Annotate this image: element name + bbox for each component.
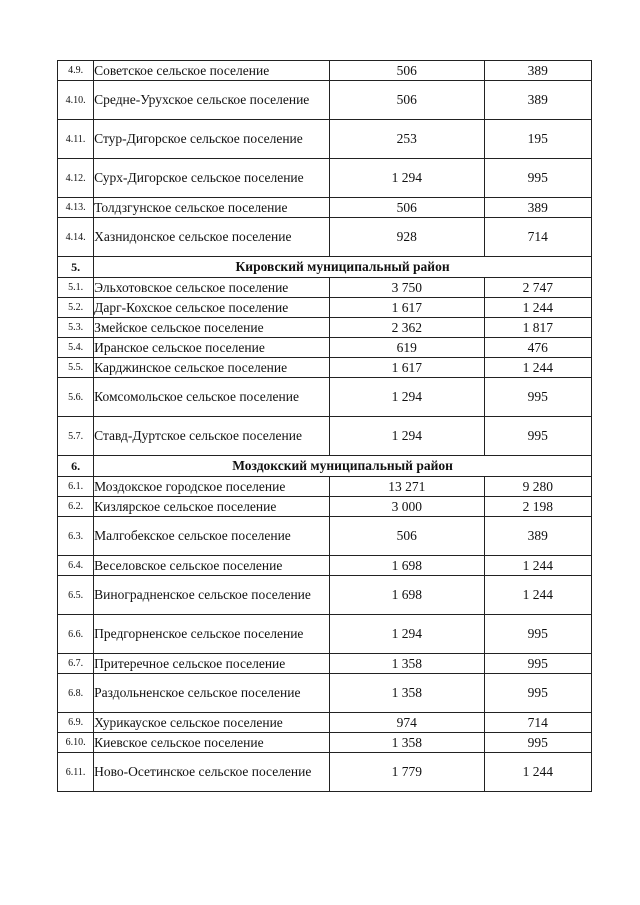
section-number: 5.	[58, 257, 94, 278]
value-col-1: 13 271	[330, 477, 485, 497]
value-col-2: 389	[484, 81, 591, 120]
value-col-2: 1 244	[484, 576, 591, 615]
section-number: 6.	[58, 456, 94, 477]
table-row	[58, 753, 592, 792]
value-col-2: 389	[484, 61, 591, 81]
section-row	[58, 456, 592, 477]
table-row	[58, 733, 592, 753]
value-col-2: 1 244	[484, 556, 591, 576]
settlement-name: Иранское сельское поселение	[94, 338, 330, 358]
value-col-1: 1 358	[330, 733, 485, 753]
settlement-name: Моздокское городское поселение	[94, 477, 330, 497]
section-row	[58, 257, 592, 278]
settlement-name: Эльхотовское сельское поселение	[94, 278, 330, 298]
table-row	[58, 159, 592, 198]
table-body	[58, 61, 592, 792]
value-col-2: 995	[484, 674, 591, 713]
row-number: 4.10.	[58, 81, 94, 120]
value-col-2: 1 244	[484, 753, 591, 792]
settlement-name: Стур-Дигорское сельское поселение	[94, 120, 330, 159]
row-number: 4.11.	[58, 120, 94, 159]
value-col-1: 1 698	[330, 556, 485, 576]
row-number: 4.14.	[58, 218, 94, 257]
table-row	[58, 198, 592, 218]
value-col-2: 995	[484, 733, 591, 753]
table-row	[58, 556, 592, 576]
value-col-2: 1 244	[484, 298, 591, 318]
settlement-name: Киевское сельское поселение	[94, 733, 330, 753]
settlement-name: Хурикауское сельское поселение	[94, 713, 330, 733]
row-number: 6.1.	[58, 477, 94, 497]
value-col-1: 1 617	[330, 358, 485, 378]
value-col-1: 506	[330, 81, 485, 120]
row-number: 5.2.	[58, 298, 94, 318]
value-col-1: 506	[330, 198, 485, 218]
settlement-name: Хазнидонское сельское поселение	[94, 218, 330, 257]
row-number: 5.6.	[58, 378, 94, 417]
settlement-name: Комсомольское сельское поселение	[94, 378, 330, 417]
value-col-2: 389	[484, 198, 591, 218]
settlement-name: Предгорненское сельское поселение	[94, 615, 330, 654]
settlement-name: Советское сельское поселение	[94, 61, 330, 81]
settlement-name: Карджинское сельское поселение	[94, 358, 330, 378]
settlement-name: Сурх-Дигорское сельское поселение	[94, 159, 330, 198]
table-row	[58, 278, 592, 298]
value-col-2: 995	[484, 159, 591, 198]
value-col-2: 9 280	[484, 477, 591, 497]
value-col-2: 714	[484, 713, 591, 733]
value-col-1: 253	[330, 120, 485, 159]
value-col-2: 1 817	[484, 318, 591, 338]
row-number: 6.11.	[58, 753, 94, 792]
table-row	[58, 218, 592, 257]
value-col-2: 995	[484, 378, 591, 417]
value-col-2: 195	[484, 120, 591, 159]
row-number: 5.1.	[58, 278, 94, 298]
value-col-2: 1 244	[484, 358, 591, 378]
value-col-2: 476	[484, 338, 591, 358]
value-col-2: 714	[484, 218, 591, 257]
row-number: 6.5.	[58, 576, 94, 615]
table-row	[58, 517, 592, 556]
value-col-1: 928	[330, 218, 485, 257]
row-number: 5.3.	[58, 318, 94, 338]
table-row	[58, 713, 592, 733]
value-col-2: 995	[484, 417, 591, 456]
row-number: 6.7.	[58, 654, 94, 674]
value-col-1: 1 779	[330, 753, 485, 792]
value-col-1: 1 358	[330, 674, 485, 713]
table-row	[58, 81, 592, 120]
settlement-name: Толдзгунское сельское поселение	[94, 198, 330, 218]
value-col-1: 974	[330, 713, 485, 733]
row-number: 4.12.	[58, 159, 94, 198]
value-col-1: 1 294	[330, 378, 485, 417]
document-page	[57, 60, 592, 792]
section-title: Моздокский муниципальный район	[94, 456, 592, 477]
table-row	[58, 497, 592, 517]
table-row	[58, 615, 592, 654]
value-col-2: 995	[484, 654, 591, 674]
settlement-name: Ставд-Дуртское сельское поселение	[94, 417, 330, 456]
row-number: 4.9.	[58, 61, 94, 81]
table-row	[58, 358, 592, 378]
settlement-name: Дарг-Кохское сельское поселение	[94, 298, 330, 318]
settlement-name: Кизлярское сельское поселение	[94, 497, 330, 517]
value-col-2: 2 747	[484, 278, 591, 298]
table-row	[58, 338, 592, 358]
settlement-name: Веселовское сельское поселение	[94, 556, 330, 576]
table-row	[58, 120, 592, 159]
value-col-2: 2 198	[484, 497, 591, 517]
settlement-name: Притеречное сельское поселение	[94, 654, 330, 674]
row-number: 5.7.	[58, 417, 94, 456]
value-col-1: 506	[330, 61, 485, 81]
value-col-1: 1 294	[330, 417, 485, 456]
value-col-1: 1 294	[330, 159, 485, 198]
settlement-name: Ново-Осетинское сельское поселение	[94, 753, 330, 792]
settlement-name: Средне-Урухское сельское поселение	[94, 81, 330, 120]
table-row	[58, 654, 592, 674]
value-col-1: 3 750	[330, 278, 485, 298]
settlement-name: Малгобекское сельское поселение	[94, 517, 330, 556]
value-col-1: 1 358	[330, 654, 485, 674]
value-col-1: 1 294	[330, 615, 485, 654]
row-number: 6.9.	[58, 713, 94, 733]
row-number: 6.4.	[58, 556, 94, 576]
row-number: 6.2.	[58, 497, 94, 517]
row-number: 6.8.	[58, 674, 94, 713]
value-col-1: 2 362	[330, 318, 485, 338]
table-row	[58, 576, 592, 615]
table-row	[58, 417, 592, 456]
value-col-1: 1 617	[330, 298, 485, 318]
value-col-1: 619	[330, 338, 485, 358]
settlement-name: Раздольненское сельское поселение	[94, 674, 330, 713]
value-col-2: 389	[484, 517, 591, 556]
value-col-1: 1 698	[330, 576, 485, 615]
table-row	[58, 674, 592, 713]
settlement-name: Змейское сельское поселение	[94, 318, 330, 338]
section-title: Кировский муниципальный район	[94, 257, 592, 278]
table-row	[58, 298, 592, 318]
table-row	[58, 61, 592, 81]
settlement-name: Виноградненское сельское поселение	[94, 576, 330, 615]
table-row	[58, 378, 592, 417]
row-number: 6.10.	[58, 733, 94, 753]
value-col-1: 506	[330, 517, 485, 556]
row-number: 6.6.	[58, 615, 94, 654]
table-row	[58, 477, 592, 497]
row-number: 5.4.	[58, 338, 94, 358]
value-col-1: 3 000	[330, 497, 485, 517]
row-number: 5.5.	[58, 358, 94, 378]
settlements-table	[57, 60, 592, 792]
table-row	[58, 318, 592, 338]
row-number: 6.3.	[58, 517, 94, 556]
value-col-2: 995	[484, 615, 591, 654]
row-number: 4.13.	[58, 198, 94, 218]
